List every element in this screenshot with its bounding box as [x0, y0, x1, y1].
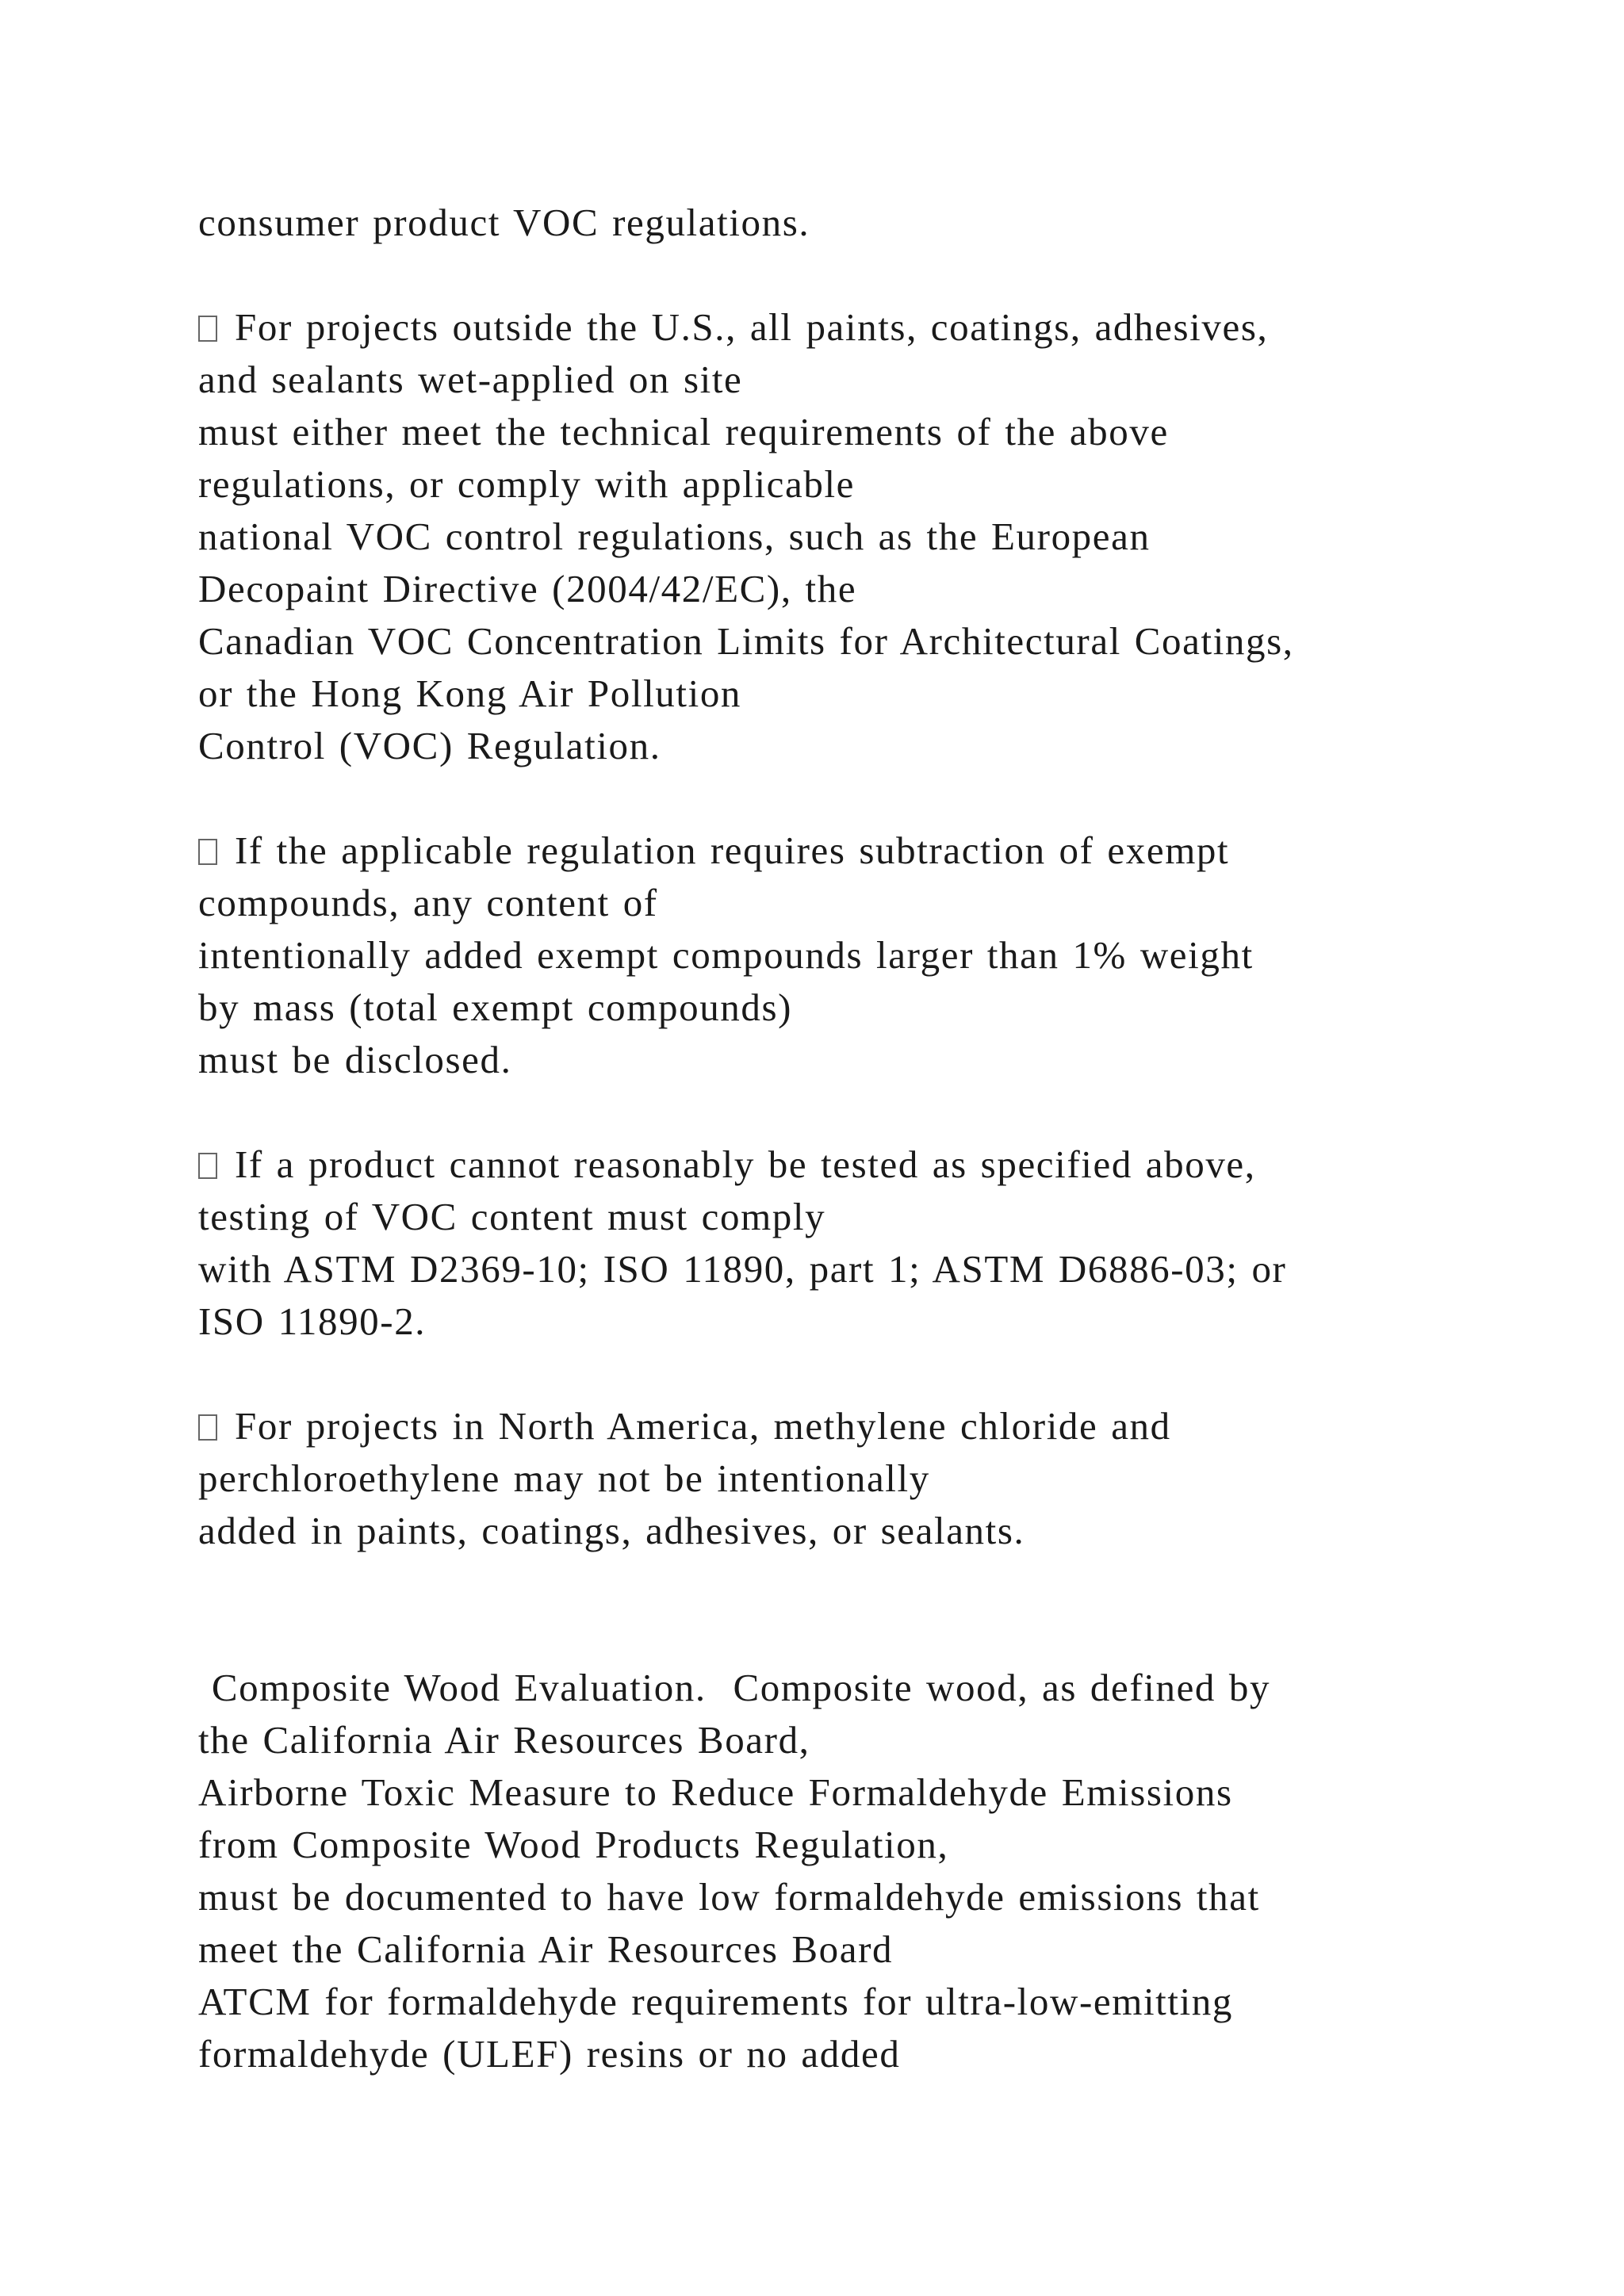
text-line: by mass (total exempt compounds)	[198, 985, 793, 1029]
text-line: Decopaint Directive (2004/42/EC), the	[198, 567, 857, 610]
text-line: or the Hong Kong Air Pollution	[198, 672, 742, 715]
bullet-line	[198, 825, 1229, 877]
text-line: the California Air Resources Board,	[198, 1718, 810, 1762]
text-line: testing of VOC content must comply	[198, 1195, 826, 1238]
text-line: consumer product VOC regulations.	[198, 201, 810, 244]
bullet-box-icon	[198, 1414, 217, 1441]
text-line: must be disclosed.	[198, 1038, 512, 1081]
text-line: compounds, any content of	[198, 881, 658, 924]
bullet-line	[198, 1138, 1256, 1191]
text-span: For projects outside the U.S., all paints, coatings, adhesives,	[235, 305, 1269, 349]
text-line: Control (VOC) Regulation.	[198, 724, 661, 767]
text-line: from Composite Wood Products Regulation,	[198, 1823, 949, 1866]
text-span: If a product cannot reasonably be tested as specified above,	[235, 1142, 1256, 1186]
text-line: Canadian VOC Concentration Limits for Architectural Coatings,	[198, 619, 1294, 663]
text-line: added in paints, coatings, adhesives, or sealants.	[198, 1509, 1025, 1552]
text-line: Airborne Toxic Measure to Reduce Formaldehyde Emissions	[198, 1770, 1233, 1814]
text-line: intentionally added exempt compounds larger than 1% weight	[198, 933, 1254, 977]
bullet-line	[198, 1400, 1171, 1452]
bullet-box-icon	[198, 316, 217, 342]
text-line: meet the California Air Resources Board	[198, 1927, 894, 1971]
text-line: perchloroethylene may not be intentionally	[198, 1456, 930, 1500]
text-line: formaldehyde (ULEF) resins or no added	[198, 2032, 901, 2076]
text-line: national VOC control regulations, such as the European	[198, 515, 1151, 558]
text-line: ISO 11890-2.	[198, 1299, 427, 1343]
text-line: Composite Wood Evaluation. Composite wood, as defined by	[198, 1666, 1271, 1709]
text-line: must either meet the technical requirements of the above	[198, 410, 1169, 453]
bullet-box-icon	[198, 839, 217, 865]
text-line: regulations, or comply with applicable	[198, 462, 856, 506]
text-line: and sealants wet-applied on site	[198, 358, 743, 401]
bullet-box-icon	[198, 1153, 217, 1179]
text-span: For projects in North America, methylene chloride and	[235, 1404, 1171, 1448]
text-line: ATCM for formaldehyde requirements for ultra-low-emitting	[198, 1980, 1234, 2023]
bullet-line	[198, 301, 1268, 354]
text-line: with ASTM D2369-10; ISO 11890, part 1; ASTM D6886-03; or	[198, 1247, 1287, 1291]
text-line: must be documented to have low formaldehyde emissions that	[198, 1875, 1260, 1919]
text-span: If the applicable regulation requires subtraction of exempt	[235, 828, 1230, 872]
